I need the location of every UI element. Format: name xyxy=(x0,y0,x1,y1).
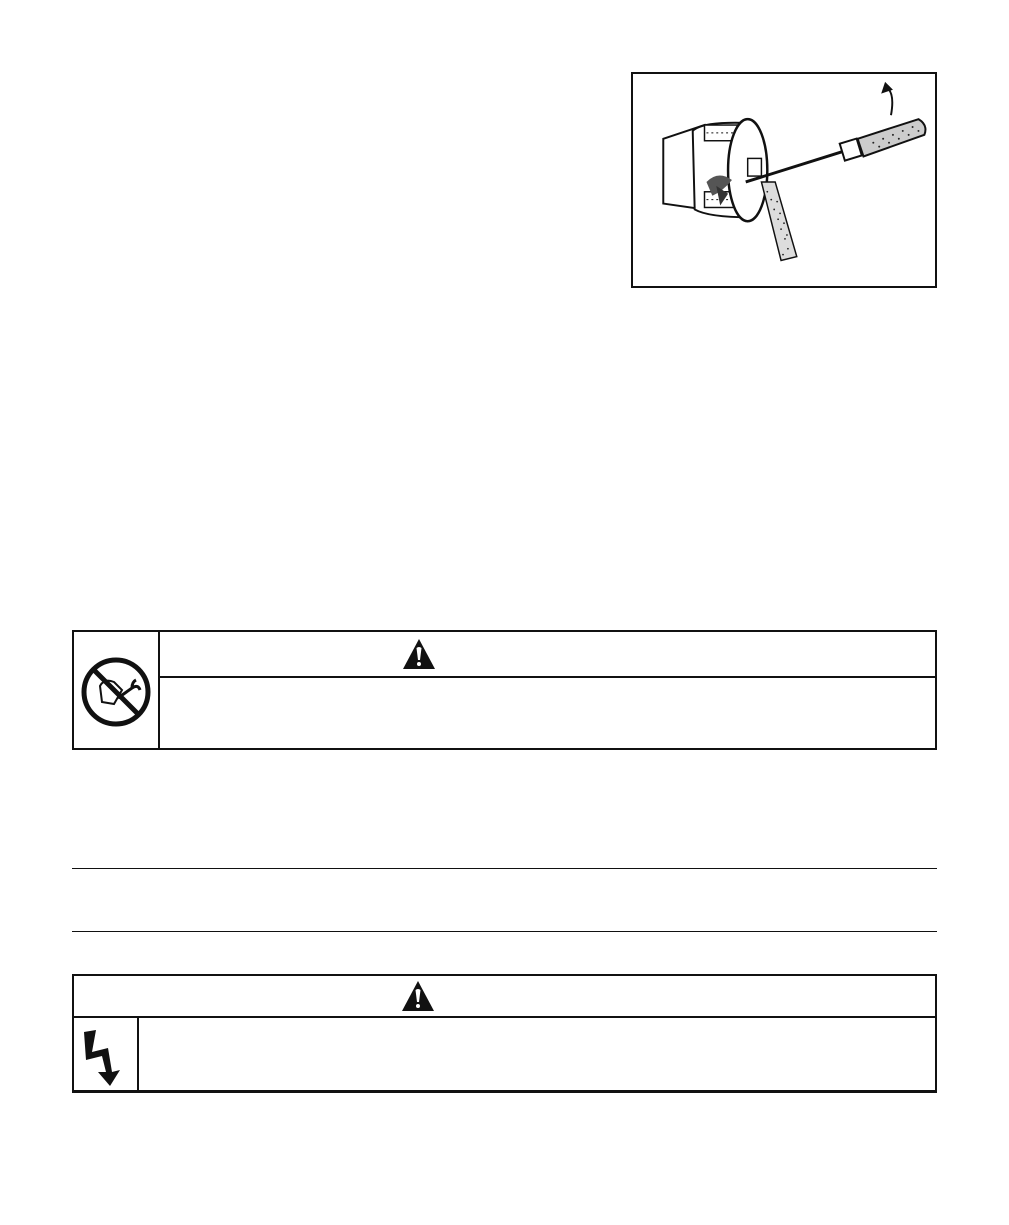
caution-box xyxy=(72,630,937,750)
section-rule-bottom xyxy=(72,931,937,932)
section-rule-top xyxy=(72,868,937,869)
screwdriver-prying-collar-illustration xyxy=(633,74,935,286)
no-user-service-icon xyxy=(74,632,158,748)
warning-body xyxy=(139,1018,935,1090)
electric-shock-icon xyxy=(74,1018,136,1090)
warning-box xyxy=(72,974,937,1093)
caution-body xyxy=(160,678,935,748)
exclamation-triangle-icon xyxy=(401,980,435,1012)
screwdriver-figure xyxy=(631,72,937,288)
caution-header xyxy=(160,632,935,678)
warning-header xyxy=(74,976,935,1018)
caution-icon-cell xyxy=(74,632,160,748)
exclamation-triangle-icon xyxy=(402,638,436,670)
warning-icon-cell xyxy=(74,1018,139,1090)
